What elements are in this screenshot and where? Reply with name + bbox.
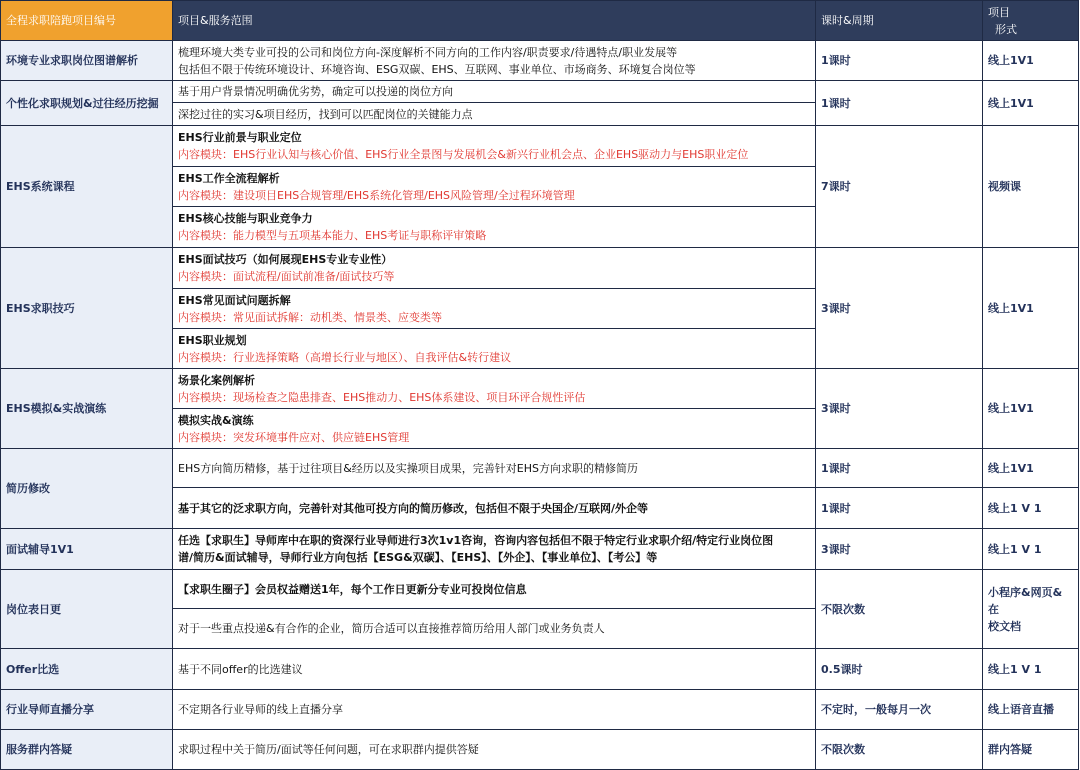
scope-cell: 不定期各行业导师的线上直播分享 — [173, 690, 816, 730]
table-row — [1, 449, 1079, 488]
scope-cell: EHS方向简历精修，基于过往项目&经历以及实操项目成果，完善针对EHS方向求职的精修简历 — [173, 449, 816, 488]
category-cell: 服务群内答疑 — [1, 730, 173, 770]
category-cell: 面试辅导1V1 — [1, 529, 173, 570]
scope-cell — [173, 207, 816, 248]
form-line: 校文档 — [988, 619, 1021, 633]
item-title: EHS行业前景与职业定位 — [178, 131, 302, 144]
hours-cell: 1课时 — [816, 488, 983, 529]
hours-cell: 0.5课时 — [816, 649, 983, 690]
hours-cell: 3课时 — [816, 369, 983, 449]
scope-cell — [173, 409, 816, 449]
scope-line: 包括但不限于传统环境设计、环境咨询、ESG双碳、EHS、互联网、事业单位、市场商务、环境复合岗位等 — [178, 62, 696, 76]
item-module: 内容模块：行业选择策略（高增长行业与地区）、自我评估&转行建议 — [178, 350, 512, 364]
hours-cell: 7课时 — [816, 126, 983, 248]
scope-line: 梳理环境大类专业可投的公司和岗位方向-深度解析不同方向的工作内容/职责要求/待遇特点/职业发展等 — [178, 45, 678, 59]
scope-cell: 基于用户背景情况明确优劣势，确定可以投递的岗位方向 — [173, 81, 816, 103]
scope-cell — [173, 529, 816, 570]
form-cell: 线上1 V 1 — [983, 649, 1079, 690]
table-header-row — [1, 1, 1079, 41]
form-cell: 线上1V1 — [983, 369, 1079, 449]
category-cell: EHS求职技巧 — [1, 248, 173, 369]
scope-cell: 【求职生圈子】会员权益赠送1年，每个工作日更新分专业可投岗位信息 — [173, 570, 816, 609]
table-row — [1, 81, 1079, 103]
scope-cell: 对于一些重点投递&有合作的企业，简历合适可以直接推荐简历给用人部门或业务负责人 — [173, 609, 816, 649]
item-title: 场景化案例解析 — [178, 373, 255, 387]
table-row — [1, 529, 1079, 570]
header-form-line1: 项目 — [988, 5, 1010, 19]
header-project-id: 全程求职陪跑项目编号 — [1, 1, 173, 41]
form-line: 小程序&网页&在 — [988, 585, 1063, 616]
scope-cell — [173, 369, 816, 409]
scope-cell: 基于不同offer的比选建议 — [173, 649, 816, 690]
header-scope: 项目&服务范围 — [173, 1, 816, 41]
form-cell: 线上1 V 1 — [983, 488, 1079, 529]
category-cell: 环境专业求职岗位图谱解析 — [1, 41, 173, 81]
hours-cell: 1课时 — [816, 41, 983, 81]
form-cell: 线上语音直播 — [983, 690, 1079, 730]
hours-cell: 不限次数 — [816, 570, 983, 649]
table-row — [1, 126, 1079, 167]
hours-cell: 不限次数 — [816, 730, 983, 770]
scope-line: 谱/简历&面试辅导，导师行业方向包括【ESG&双碳】、【EHS】、【外企】、【事业单位】、【考公】等 — [178, 551, 658, 564]
item-title: 模拟实战&演练 — [178, 413, 254, 427]
category-cell: EHS系统课程 — [1, 126, 173, 248]
table-row — [1, 730, 1079, 770]
scope-cell — [173, 289, 816, 329]
scope-line: 任选【求职生】导师库中在职的资深行业导师进行3次1v1咨询，咨询内容包括但不限于特定行业求职介绍/特定行业岗位图 — [178, 534, 774, 547]
form-cell: 线上1V1 — [983, 449, 1079, 488]
header-form-line2: 形式 — [995, 22, 1017, 36]
table-row — [1, 570, 1079, 609]
table-row — [1, 649, 1079, 690]
table-row — [1, 248, 1079, 289]
scope-cell — [173, 329, 816, 369]
form-cell: 群内答疑 — [983, 730, 1079, 770]
category-cell: EHS模拟&实战演练 — [1, 369, 173, 449]
form-cell: 线上1V1 — [983, 81, 1079, 126]
scope-cell: 基于其它的泛求职方向，完善针对其他可投方向的简历修改，包括但不限于央国企/互联网/外企等 — [173, 488, 816, 529]
scope-cell — [173, 41, 816, 81]
table-row — [1, 369, 1079, 409]
item-module: 内容模块：面试流程/面试前准备/面试技巧等 — [178, 270, 395, 283]
item-module: 内容模块：常见面试拆解：动机类、情景类、应变类等 — [178, 310, 442, 324]
item-module: 内容模块：能力模型与五项基本能力、EHS考证与职称评审策略 — [178, 229, 487, 242]
hours-cell: 1课时 — [816, 81, 983, 126]
category-cell: 个性化求职规划&过往经历挖掘 — [1, 81, 173, 126]
item-module: 内容模块：现场检查之隐患排查、EHS推动力、EHS体系建设、项目环评合规性评估 — [178, 390, 586, 404]
table-row — [1, 41, 1079, 81]
item-title: EHS职业规划 — [178, 333, 247, 347]
item-title: EHS核心技能与职业竞争力 — [178, 212, 313, 225]
table-row — [1, 690, 1079, 730]
form-cell: 线上1V1 — [983, 248, 1079, 369]
category-cell: 简历修改 — [1, 449, 173, 529]
hours-cell: 1课时 — [816, 449, 983, 488]
item-module: 内容模块：突发环境事件应对、供应链EHS管理 — [178, 430, 410, 444]
item-module: 内容模块：EHS行业认知与核心价值、EHS行业全景图与发展机会&新兴行业机会点、企业EHS驱动力与EHS职业定位 — [178, 148, 749, 161]
category-cell: 岗位表日更 — [1, 570, 173, 649]
header-form — [983, 1, 1079, 41]
form-cell — [983, 570, 1079, 649]
item-title: EHS面试技巧（如何展现EHS专业专业性） — [178, 253, 393, 266]
scope-cell: 深挖过往的实习&项目经历，找到可以匹配岗位的关键能力点 — [173, 103, 816, 126]
scope-cell — [173, 167, 816, 207]
item-module: 内容模块：建设项目EHS合规管理/EHS系统化管理/EHS风险管理/全过程环境管理 — [178, 188, 575, 202]
form-cell: 视频课 — [983, 126, 1079, 248]
form-cell: 线上1 V 1 — [983, 529, 1079, 570]
category-cell: 行业导师直播分享 — [1, 690, 173, 730]
hours-cell: 3课时 — [816, 529, 983, 570]
scope-cell: 求职过程中关于简历/面试等任何问题，可在求职群内提供答疑 — [173, 730, 816, 770]
item-title: EHS工作全流程解析 — [178, 171, 280, 185]
item-title: EHS常见面试问题拆解 — [178, 293, 291, 307]
scope-cell — [173, 248, 816, 289]
hours-cell: 3课时 — [816, 248, 983, 369]
hours-cell: 不定时，一般每月一次 — [816, 690, 983, 730]
form-cell: 线上1V1 — [983, 41, 1079, 81]
scope-cell — [173, 126, 816, 167]
category-cell: Offer比选 — [1, 649, 173, 690]
header-hours: 课时&周期 — [816, 1, 983, 41]
